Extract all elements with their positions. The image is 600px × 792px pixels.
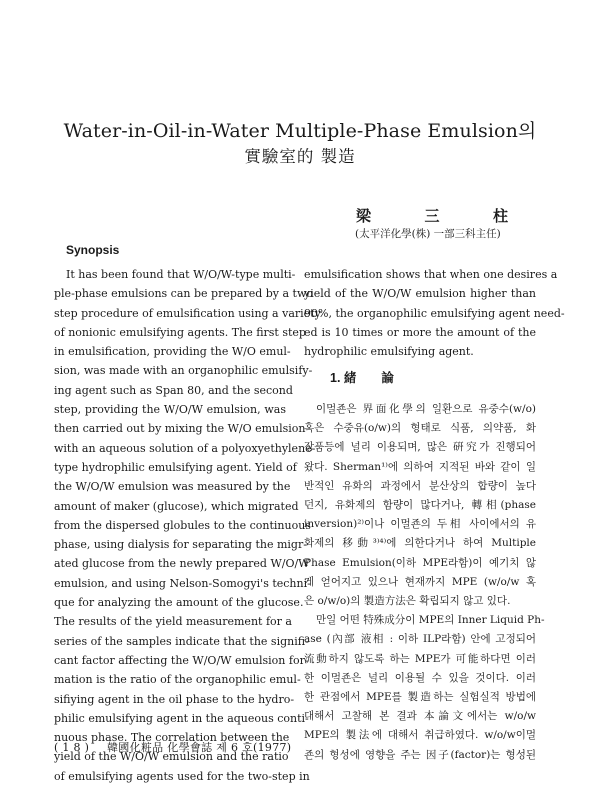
text-line: type hydrophilic emulsifying agent. Yield of [54, 460, 297, 474]
text-line: of nonionic emulsifying agents. The first step [54, 325, 306, 339]
synopsis-body [54, 265, 321, 786]
synopsis-heading: Synopsis [66, 243, 120, 257]
text-line: 혹은 수중유(o/w)의 형태로 식품, 의약품, 화 [304, 422, 536, 435]
text-line: 화제의 移動³⁾⁴⁾에 의한다거나 하여 Multiple [304, 537, 536, 550]
text-line: 이멀죤은 界面化學의 일환으로 유중수(w/o) [316, 403, 536, 415]
journal-citation: 韓國化粧品 化學會誌 제 6 호(1977) [106, 741, 292, 754]
text-line: yield of the W/O/W emulsion and the ratio [54, 750, 289, 764]
text-line: emulsification shows that when one desires a [304, 268, 558, 281]
text-line: yield of the W/O/W emulsion higher than [304, 287, 536, 301]
text-line: MPE의 製法에 대해서 취급하였다. w/o/w이멀 [304, 729, 536, 742]
text-line: 流動하지 않도록 하는 MPE가 可能하다면 이러 [304, 652, 536, 665]
text-line: 던지, 유화제의 함량이 많다거나, 轉相(phase [304, 499, 536, 512]
text-line: phase, using dialysis for separating the migr- [54, 538, 307, 552]
text-line: que for analyzing the amount of the glucose. [54, 596, 304, 610]
text-line: nuous phase. The correlation between the [54, 731, 290, 745]
text-line: with an aqueous solution of a polyoxyethylene- [54, 441, 316, 455]
text-line: 은 o/w/o)의 製造方法은 확립되지 않고 있다. [304, 595, 511, 608]
article-title-korean: 實驗室的 製造 [244, 147, 356, 166]
text-line: 왔다. Sherman¹⁾에 의하여 지적된 바와 같이 일 [304, 460, 536, 473]
text-line: 한 관점에서 MPE를 製造하는 실험실적 방법에 [304, 691, 536, 704]
page-number: ( 1 8 ) [54, 741, 90, 754]
text-line: in emulsification, providing the W/O emul- [54, 345, 291, 359]
text-line: series of the samples indicate that the signifi- [54, 634, 309, 648]
text-line: It has been found that W/O/W-type multi- [66, 268, 296, 281]
text-line: then carried out by mixing the W/O emulsion [54, 422, 306, 436]
text-line: ated glucose from the newly prepared W/O/W [54, 557, 310, 571]
text-line: amount of maker (glucose), which migrated [54, 499, 299, 513]
text-line: step, providing the W/O/W emulsion, was [54, 403, 286, 417]
text-line: 만일 어떤 特殊成分이 MPE의 Inner Liquid Ph- [316, 614, 545, 627]
text-line: 장품등에 널리 이용되며, 많은 硏究가 진행되어 [304, 441, 536, 454]
text-line: Phase Emulsion(이하 MPE라함)이 예기치 않 [304, 556, 536, 569]
text-line: hydrophilic emulsifying agent. [304, 345, 474, 359]
text-line: the W/O/W emulsion was measured by the [54, 480, 291, 494]
author-name [356, 205, 508, 226]
author-affiliation: (太平洋化學(株) 一部三科主任) [355, 228, 501, 240]
text-line: 반적인 유화의 과정에서 분산상의 합량이 높다 [304, 479, 536, 492]
text-line: ing agent such as Span 80, and the second [54, 383, 293, 397]
text-line: 게 얻어지고 있으나 현재까지 MPE (w/o/w 혹 [304, 575, 536, 588]
text-line: 90%, the organophilic emulsifying agent need- [304, 306, 565, 320]
text-line: of emulsifying agents used for the two-step in [54, 769, 310, 783]
introduction-body [304, 400, 545, 765]
synopsis-body-continued [304, 265, 565, 361]
text-line: ple-phase emulsions can be prepared by a two [54, 287, 314, 301]
text-line: cant factor affecting the W/O/W emulsion for- [54, 653, 309, 667]
text-line: 대해서 고찰해 본 결과 本論文에서는 w/o/w [304, 710, 536, 723]
page-footer [54, 739, 291, 755]
text-line: mation is the ratio of the organophilic emul- [54, 673, 301, 687]
text-line: 한 이멀죤은 널리 이용될 수 있을 것이다. 이러 [304, 671, 536, 684]
author-name-char: 三 [424, 207, 440, 225]
text-line: inversion)²⁾이나 이멀죤의 두相 사이에서의 유 [304, 518, 536, 531]
text-line: 죤의 형성에 영향을 주는 因子(factor)는 형성된 [304, 748, 536, 761]
text-line: emulsion, and using Nelson-Somogyi's techni- [54, 576, 311, 590]
text-line: sion, was made with an organophilic emulsify- [54, 364, 313, 378]
text-line: philic emulsifying agent in the aqueous conti- [54, 711, 309, 725]
article-title-english: Water-in-Oil-in-Water Multiple-Phase Emulsion의 [63, 120, 537, 142]
text-line: The results of the yield measurement for a [54, 615, 292, 629]
text-line: step procedure of emulsification using a variety [54, 306, 321, 320]
author-name-char: 柱 [492, 207, 508, 225]
text-line: from the dispersed globules to the continuous [54, 518, 311, 532]
text-line: sifiying agent in the oil phase to the hydro- [54, 692, 295, 706]
text-line: ed is 10 times or more the amount of the [304, 325, 536, 339]
text-line: ase (內部 液相 : 이하 ILP라함) 안에 고정되어 [304, 633, 536, 646]
section-heading-introduction: 1. 緒 論 [330, 371, 394, 385]
author-name-char: 梁 [356, 207, 372, 225]
